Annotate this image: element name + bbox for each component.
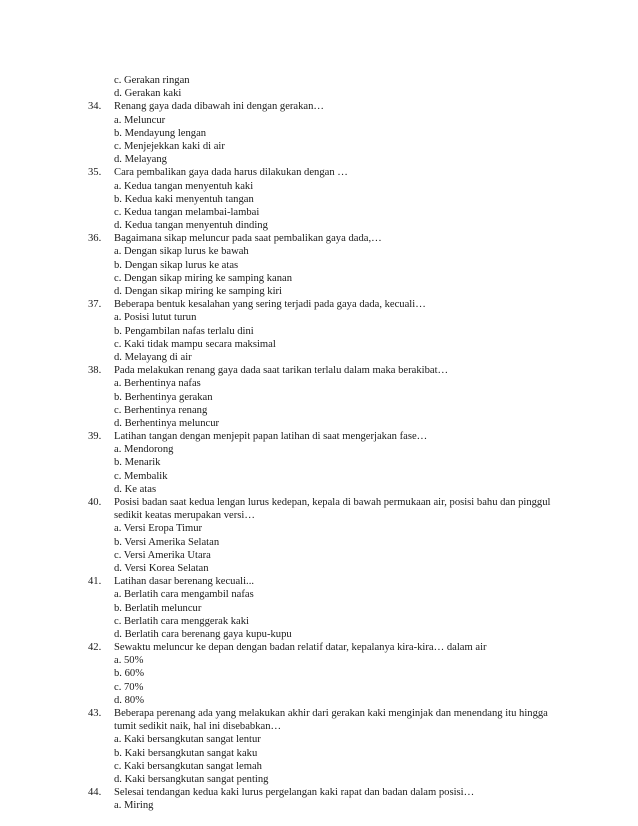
answer-option [0, 127, 638, 140]
answer-option-text: a. Mendorong [114, 444, 174, 456]
answer-option [0, 114, 638, 127]
answer-option-text: c. Kaki bersangkutan sangat lemah [114, 760, 262, 772]
question-text: Selesai tendangan kedua kaki lurus pergelangan kaki rapat dan badan dalam posisi… [114, 787, 475, 799]
answer-option [0, 443, 638, 456]
document-page [0, 74, 638, 813]
question-line [0, 298, 638, 311]
question-number: 41. [88, 576, 102, 588]
answer-option [0, 588, 638, 601]
answer-option-text: b. Kedua kaki menyentuh tangan [114, 193, 254, 205]
question-line [0, 364, 638, 377]
question-number: 44. [88, 787, 102, 799]
answer-option [0, 747, 638, 760]
answer-option-text: a. Berlatih cara mengambil nafas [114, 589, 254, 601]
answer-option-text: d. Dengan sikap miring ke samping kiri [114, 286, 282, 297]
answer-option [0, 417, 638, 430]
answer-option-text: a. Meluncur [114, 114, 166, 126]
question-text-continuation: sedikit keatas merupakan versi… [114, 510, 255, 522]
answer-option-text: d. Kaki bersangkutan sangat penting [114, 773, 269, 785]
answer-option [0, 483, 638, 496]
answer-option-text: b. Berlatih meluncur [114, 602, 202, 614]
answer-option [0, 206, 638, 219]
answer-option [0, 219, 638, 232]
answer-option [0, 549, 638, 562]
answer-option-text: c. Dengan sikap miring ke samping kanan [114, 272, 292, 284]
answer-option [0, 667, 638, 680]
answer-option [0, 87, 638, 100]
answer-option-text: c. Versi Amerika Utara [114, 549, 211, 561]
answer-option [0, 470, 638, 483]
answer-option-text: b. Pengambilan nafas terlalu dini [114, 325, 254, 337]
question-continuation-line [0, 720, 638, 733]
question-line [0, 786, 638, 799]
question-number: 35. [88, 167, 102, 179]
answer-option [0, 193, 638, 206]
question-text: Pada melakukan renang gaya dada saat tarikan terlalu dalam maka berakibat… [114, 365, 449, 377]
answer-option-text: c. Berhentinya renang [114, 404, 208, 416]
question-number: 42. [88, 642, 102, 654]
question-line [0, 496, 638, 509]
answer-option [0, 391, 638, 404]
answer-option-text: a. 50% [114, 655, 144, 667]
question-text: Renang gaya dada dibawah ini dengan gerakan… [114, 101, 325, 113]
question-text: Latihan tangan dengan menjepit papan latihan di saat mengerjakan fase… [114, 431, 428, 443]
answer-option-text: c. 70% [114, 681, 144, 693]
question-text: Posisi badan saat kedua lengan lurus kedepan, kepala di bawah permukaan air, posisi bahu dan pinggul [114, 497, 551, 508]
answer-option [0, 351, 638, 364]
answer-option-text: d. 80% [114, 694, 145, 706]
question-text: Latihan dasar berenang kecuali... [114, 576, 255, 588]
answer-option-text: a. Kedua tangan menyentuh kaki [114, 180, 254, 192]
question-continuation-line [0, 509, 638, 522]
answer-option [0, 733, 638, 746]
answer-option [0, 799, 638, 812]
question-text: Bagaimana sikap meluncur pada saat pembalikan gaya dada,… [114, 233, 382, 245]
answer-option [0, 456, 638, 469]
question-line [0, 166, 638, 179]
answer-option-text: c. Membalik [114, 470, 168, 482]
answer-option-text: b. Dengan sikap lurus ke atas [114, 259, 239, 271]
answer-option [0, 628, 638, 641]
question-number: 36. [88, 233, 102, 245]
answer-option-text: c. Kedua tangan melambai-lambai [114, 206, 260, 218]
answer-option [0, 338, 638, 351]
answer-option [0, 180, 638, 193]
answer-option-text: a. Posisi lutut turun [114, 312, 197, 324]
answer-option-text: b. Kaki bersangkutan sangat kaku [114, 747, 258, 759]
answer-option [0, 773, 638, 786]
question-text: Beberapa bentuk kesalahan yang sering terjadi pada gaya dada, kecuali… [114, 299, 426, 311]
answer-option [0, 311, 638, 324]
answer-option-text: d. Ke atas [114, 483, 157, 495]
question-text-continuation: tumit sedikit naik, hal ini disebabkan… [114, 721, 282, 733]
answer-option-text: d. Versi Korea Selatan [114, 562, 209, 574]
answer-option-text: d. Gerakan kaki [114, 88, 182, 100]
question-number: 40. [88, 497, 102, 508]
answer-option [0, 74, 638, 87]
answer-option-text: b. Versi Amerika Selatan [114, 536, 220, 548]
answer-option-text: a. Kaki bersangkutan sangat lentur [114, 734, 261, 746]
question-line [0, 575, 638, 588]
answer-option [0, 681, 638, 694]
answer-option-text: c. Gerakan ringan [114, 75, 190, 86]
answer-option [0, 245, 638, 258]
answer-option-text: d. Melayang [114, 154, 167, 166]
question-number: 37. [88, 299, 102, 311]
answer-option [0, 140, 638, 153]
answer-option [0, 272, 638, 285]
question-number: 38. [88, 365, 102, 377]
answer-option [0, 760, 638, 773]
answer-option [0, 404, 638, 417]
question-line [0, 707, 638, 720]
answer-option-text: d. Berhentinya meluncur [114, 417, 220, 429]
answer-option [0, 562, 638, 575]
question-number: 43. [88, 708, 102, 719]
answer-option [0, 615, 638, 628]
answer-option-text: d. Melayang di air [114, 351, 192, 363]
answer-option [0, 654, 638, 667]
answer-option-text: a. Versi Eropa Timur [114, 523, 203, 535]
answer-option-text: b. 60% [114, 668, 145, 680]
answer-option-text: b. Berhentinya gerakan [114, 391, 213, 403]
answer-option-text: c. Kaki tidak mampu secara maksimal [114, 338, 276, 350]
question-text: Cara pembalikan gaya dada harus dilakukan dengan … [114, 167, 348, 179]
question-line [0, 641, 638, 654]
answer-option-text: d. Berlatih cara berenang gaya kupu-kupu [114, 628, 292, 640]
answer-option-text: a. Miring [114, 800, 154, 812]
answer-option [0, 259, 638, 272]
answer-option-text: c. Menjejekkan kaki di air [114, 140, 225, 152]
question-line [0, 430, 638, 443]
answer-option-text: b. Menarik [114, 457, 161, 469]
answer-option-text: b. Mendayung lengan [114, 127, 207, 139]
answer-option [0, 377, 638, 390]
answer-option [0, 325, 638, 338]
question-text: Beberapa perenang ada yang melakukan akhir dari gerakan kaki menginjak dan menendang itu hingga [114, 708, 548, 719]
question-number: 34. [88, 101, 102, 113]
answer-option [0, 153, 638, 166]
question-line [0, 232, 638, 245]
answer-option-text: a. Berhentinya nafas [114, 378, 201, 390]
answer-option-text: d. Kedua tangan menyentuh dinding [114, 220, 268, 232]
answer-option [0, 694, 638, 707]
question-text: Sewaktu meluncur ke depan dengan badan relatif datar, kepalanya kira-kira… dalam air [114, 642, 487, 654]
answer-option [0, 522, 638, 535]
answer-option [0, 602, 638, 615]
answer-option [0, 536, 638, 549]
answer-option-text: c. Berlatih cara menggerak kaki [114, 615, 250, 627]
answer-option-text: a. Dengan sikap lurus ke bawah [114, 246, 249, 258]
answer-option [0, 285, 638, 298]
question-line [0, 100, 638, 113]
question-number: 39. [88, 431, 102, 443]
